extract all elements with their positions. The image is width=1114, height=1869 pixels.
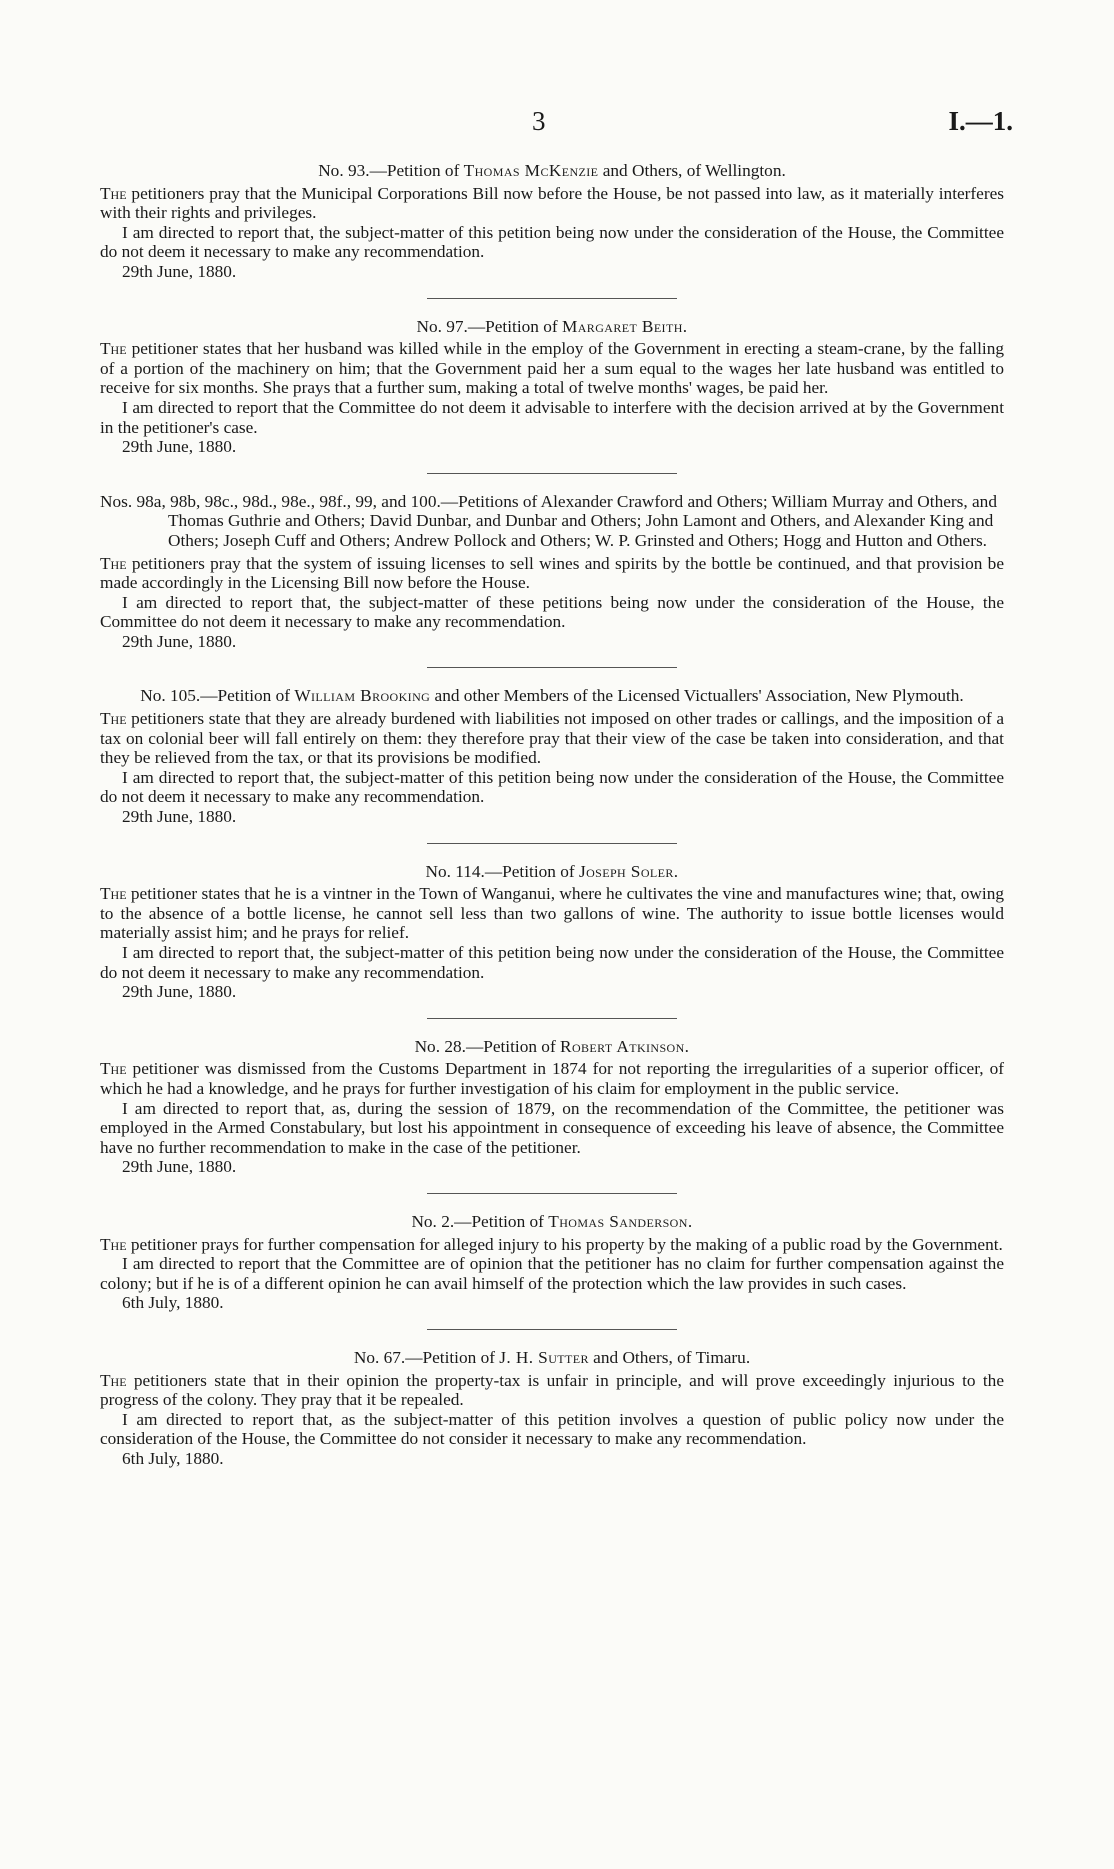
section-divider xyxy=(427,1018,677,1019)
report-date: 29th June, 1880. xyxy=(122,1157,237,1177)
section-divider xyxy=(427,1329,677,1330)
section-divider xyxy=(427,843,677,844)
petition-28 xyxy=(100,1037,1004,1177)
petitions-list xyxy=(100,161,1004,1468)
petition-title: No. 2.—Petition of Thomas Sanderson. xyxy=(411,1211,693,1231)
committee-report: I am directed to report that, the subject-matter of this petition being now under the consideration of the House, the Committee do not deem it necessary to make any recommendation. xyxy=(100,222,1004,262)
report-date: 6th July, 1880. xyxy=(122,1293,224,1313)
section-divider xyxy=(427,667,677,668)
page-header xyxy=(0,106,1114,140)
section-divider xyxy=(427,1193,677,1194)
committee-report: I am directed to report that, as, during the session of 1879, on the recommendation of the Committee, the petitioner was employed in the Armed Constabulary, but lost his appointment in consequence of exceeding his leave of absence, the Committee have no further recommendation to make in the case of the petitioner. xyxy=(100,1098,1004,1157)
petition-2 xyxy=(100,1212,1004,1313)
petition-67 xyxy=(100,1348,1004,1469)
committee-report: I am directed to report that, as the subject-matter of this petition involves a question of public policy now under the consideration of the House, the Committee do not consider it necessary to make any recommendation. xyxy=(100,1409,1004,1449)
petition-93 xyxy=(100,161,1004,282)
petition-title: No. 67.—Petition of J. H. Sutter and Others, of Timaru. xyxy=(353,1347,751,1367)
petition-97 xyxy=(100,317,1004,457)
section-divider xyxy=(427,298,677,299)
report-date: 29th June, 1880. xyxy=(122,807,237,827)
committee-report: I am directed to report that, the subject-matter of this petition being now under the consideration of the House, the Committee do not deem it necessary to make any recommendation. xyxy=(100,767,1004,807)
section-divider xyxy=(427,473,677,474)
petition-105 xyxy=(100,686,1004,826)
report-date: 29th June, 1880. xyxy=(122,631,237,651)
petition-body: The petitioner states that her husband was killed while in the employ of the Government in erecting a steam-crane, by the falling of a portion of the machinery on him; that the Government paid her a sum equal to the wages her late husband was entitled to receive for six months. She prays that a further sum, making a total of twelve months' wages, be paid her. xyxy=(100,339,1004,398)
petition-title: No. 97.—Petition of Margaret Beith. xyxy=(416,316,688,336)
page-number: 3 xyxy=(532,106,546,136)
committee-report: I am directed to report that the Committee are of opinion that the petitioner has no claim for further compensation against the colony; but if he is of a different opinion he can avail himself of the protection which the law provides in such cases. xyxy=(100,1254,1004,1293)
committee-report: I am directed to report that, the subject-matter of these petitions being now under the consideration of the House, the Committee do not deem it necessary to make any recommendation. xyxy=(100,592,1004,632)
petition-114 xyxy=(100,862,1004,1002)
petition-98-100 xyxy=(100,492,1004,652)
committee-report: I am directed to report that the Committee do not deem it advisable to interfere with the decision arrived at by the Government in the petitioner's case. xyxy=(100,397,1004,437)
report-date: 29th June, 1880. xyxy=(122,437,237,457)
petition-body: The petitioners state that in their opinion the property-tax is unfair in principle, and will prove exceedingly injurious to the progress of the colony. They pray that it be repealed. xyxy=(100,1370,1004,1410)
petition-title: Nos. 98a, 98b, 98c., 98d., 98e., 98f., 99, and 100.—Petitions of Alexander Crawford and Others; William Murray and Others, and Thomas Guthrie and Others; David Dunbar, and Dunbar and Others; John Lamont and Others, and Alexander King and Others; Joseph Cuff and Others; Andrew Pollock and Others; W. P. Grinsted and Others; Hogg and Hutton and Others. xyxy=(100,491,997,550)
committee-report: I am directed to report that, the subject-matter of this petition being now under the consideration of the House, the Committee do not deem it necessary to make any recommendation. xyxy=(100,943,1004,982)
petition-body: The petitioner states that he is a vintner in the Town of Wanganui, where he cultivates the vine and manufactures wine; that, owing to the absence of a bottle license, he cannot sell less than two gallons of wine. The authority to issue bottle licenses would materially assist him; and he prays for relief. xyxy=(100,884,1004,943)
petition-title: No. 105.—Petition of William Brooking and other Members of the Licensed Victuallers' Association, New Plymouth. xyxy=(140,686,964,706)
petition-body: The petitioner prays for further compensation for alleged injury to his property by the making of a public road by the Government. xyxy=(100,1234,1003,1254)
petition-body: The petitioners state that they are already burdened with liabilities not imposed on other trades or callings, and the imposition of a tax on colonial beer will fall entirely on them: they therefore pray that their view of the case be taken into consideration, and that they be relieved from the tax, or that its provisions be modified. xyxy=(100,709,1004,768)
petition-title: No. 114.—Petition of Joseph Soler. xyxy=(425,861,679,881)
petition-body: The petitioners pray that the Municipal Corporations Bill now before the House, be not passed into law, as it materially interferes with their rights and privileges. xyxy=(100,183,1004,223)
petition-title: No. 28.—Petition of Robert Atkinson. xyxy=(414,1036,690,1056)
report-date: 29th June, 1880. xyxy=(122,261,237,281)
report-date: 29th June, 1880. xyxy=(122,982,237,1002)
petition-body: The petitioners pray that the system of issuing licenses to sell wines and spirits by the bottle be continued, and that provision be made accordingly in the Licensing Bill now before the House. xyxy=(100,553,1004,593)
petition-title: No. 93.—Petition of Thomas McKenzie and Others, of Wellington. xyxy=(318,161,786,180)
document-reference: I.—1. xyxy=(948,106,1013,136)
report-date: 6th July, 1880. xyxy=(122,1448,224,1468)
petition-body: The petitioner was dismissed from the Customs Department in 1874 for not reporting the irregularities of a superior officer, of which he had a knowledge, and he prays for further investigation of his claim for employment in the public service. xyxy=(100,1059,1004,1098)
